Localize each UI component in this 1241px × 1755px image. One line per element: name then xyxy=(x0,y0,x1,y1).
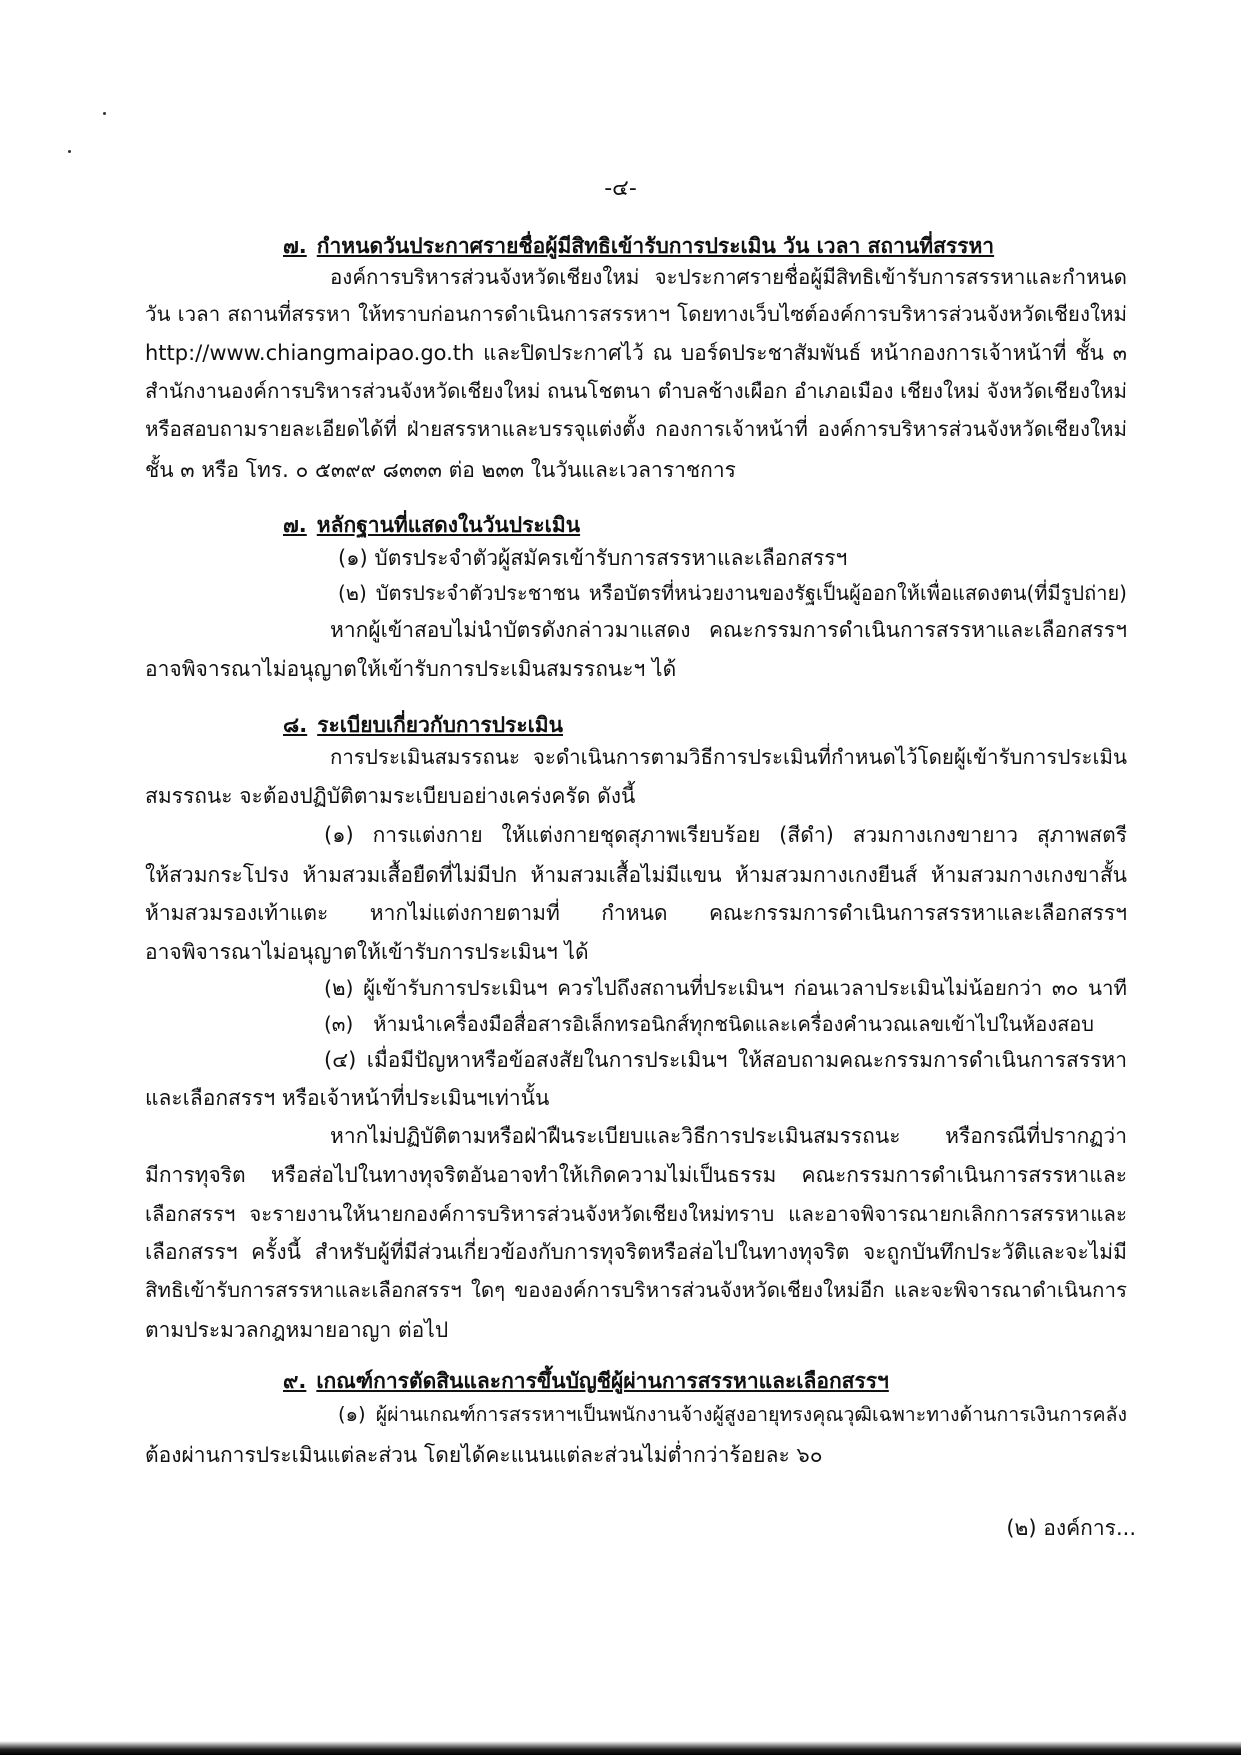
paragraph-line: ให้สวมกระโปรง ห้ามสวมเสื้อยืดที่ไม่มีปก ห้ามสวมเสื้อไม่มีแขน ห้ามสวมกางเกงยีนส์ ห้ามสวมกางเกงขาสั้น xyxy=(145,863,1127,887)
section-heading-evidence: ๗. หลักฐานที่แสดงในวันประเมิน xyxy=(283,513,581,537)
paragraph-line: เลือกสรรฯ ครั้งนี้ สำหรับผู้ที่มีส่วนเกี่ยวข้องกับการทุจริตหรือส่อไปในทางทุจริต จะถูกบันทึกประวัติและจะไม่มี xyxy=(145,1240,1127,1264)
paragraph-line: และเลือกสรรฯ หรือเจ้าหน้าที่ประเมินฯเท่านั้น xyxy=(145,1086,550,1110)
scan-speck xyxy=(103,112,106,115)
paragraph-line: มีการทุจริต หรือส่อไปในทางทุจริตอันอาจทำให้เกิดความไม่เป็นธรรม คณะกรรมการดำเนินการสรรหาและ xyxy=(145,1163,1127,1187)
paragraph-line: องค์การบริหารส่วนจังหวัดเชียงใหม่ จะประกาศรายชื่อผู้มีสิทธิเข้ารับการสรรหาและกำหนด xyxy=(330,265,1127,289)
list-item: (๓) ห้ามนำเครื่องมือสื่อสารอิเล็กทรอนิกส์ทุกชนิดและเครื่องคำนวณเลขเข้าไปในห้องสอบ xyxy=(324,1012,1094,1036)
paragraph-line: การประเมินสมรรถนะ จะดำเนินการตามวิธีการประเมินที่กำหนดไว้โดยผู้เข้ารับการประเมิน xyxy=(330,745,1127,769)
continuation-reference: (๒) องค์การ... xyxy=(1006,1516,1136,1540)
scan-speck xyxy=(68,150,71,153)
section-heading-criteria: ๙. เกณฑ์การตัดสินและการขึ้นบัญชีผู้ผ่านการสรรหาและเลือกสรรฯ xyxy=(283,1369,889,1393)
section-heading-rules: ๘. ระเบียบเกี่ยวกับการประเมิน xyxy=(283,713,563,737)
paragraph-line: ชั้น ๓ หรือ โทร. ๐ ๕๓๙๙ ๘๓๓๓ ต่อ ๒๓๓ ในวันและเวลาราชการ xyxy=(145,458,736,482)
paragraph-line: สมรรถนะ จะต้องปฏิบัติตามระเบียบอย่างเคร่งครัด ดังนี้ xyxy=(145,784,636,808)
paragraph-line: หรือสอบถามรายละเอียดได้ที่ ฝ่ายสรรหาและบรรจุแต่งตั้ง กองการเจ้าหน้าที่ องค์การบริหารส่วนจังหวัดเชียงใหม่ xyxy=(145,417,1127,441)
paragraph-line: ต้องผ่านการประเมินแต่ละส่วน โดยได้คะแนนแต่ละส่วนไม่ต่ำกว่าร้อยละ ๖๐ xyxy=(145,1443,823,1467)
list-item: (๑) การแต่งกาย ให้แต่งกายชุดสุภาพเรียบร้อย (สีดำ) สวมกางเกงขายาว สุภาพสตรี xyxy=(324,823,1127,847)
paragraph-line: เลือกสรรฯ จะรายงานให้นายกองค์การบริหารส่วนจังหวัดเชียงใหม่ทราบ และอาจพิจารณายกเลิกการสรรหาและ xyxy=(145,1202,1127,1226)
list-item: (๑) ผู้ผ่านเกณฑ์การสรรหาฯเป็นพนักงานจ้างผู้สูงอายุทรงคุณวุฒิเฉพาะทางด้านการเงินการคลัง xyxy=(338,1403,1127,1426)
paragraph-line: วัน เวลา สถานที่สรรหา ให้ทราบก่อนการดำเนินการสรรหาฯ โดยทางเว็บไซต์องค์การบริหารส่วนจังหวัดเชียงใหม่ xyxy=(145,302,1127,326)
paragraph-line: หากผู้เข้าสอบไม่นำบัตรดังกล่าวมาแสดง คณะกรรมการดำเนินการสรรหาและเลือกสรรฯ xyxy=(330,618,1127,642)
paragraph-line: http://www.chiangmaipao.go.th และปิดประกาศไว้ ณ บอร์ดประชาสัมพันธ์ หน้ากองการเจ้าหน้าที่ ชั้น ๓ xyxy=(145,341,1127,365)
paragraph-line: ห้ามสวมรองเท้าแตะ หากไม่แต่งกายตามที่ กำหนด คณะกรรมการดำเนินการสรรหาและเลือกสรรฯ xyxy=(145,901,1127,925)
paragraph-line: อาจพิจารณาไม่อนุญาตให้เข้ารับการประเมินฯ ได้ xyxy=(145,940,589,964)
section-heading-schedule: ๗. กำหนดวันประกาศรายชื่อผู้มีสิทธิเข้ารับการประเมิน วัน เวลา สถานที่สรรหา xyxy=(283,234,995,258)
paragraph-line: อาจพิจารณาไม่อนุญาตให้เข้ารับการประเมินสมรรถนะฯ ได้ xyxy=(145,657,677,681)
list-item: (๒) บัตรประจำตัวประชาชน หรือบัตรที่หน่วยงานของรัฐเป็นผู้ออกให้เพื่อแสดงตน(ที่มีรูปถ่าย) xyxy=(338,581,1127,605)
paragraph-line: ตามประมวลกฎหมายอาญา ต่อไป xyxy=(145,1318,449,1342)
scan-edge-shadow xyxy=(0,1741,1241,1755)
paragraph-line: สิทธิเข้ารับการสรรหาและเลือกสรรฯ ใดๆ ขององค์การบริหารส่วนจังหวัดเชียงใหม่อีก และจะพิจารณาดำเนินการ xyxy=(145,1278,1127,1302)
list-item: (๔) เมื่อมีปัญหาหรือข้อสงสัยในการประเมินฯ ให้สอบถามคณะกรรมการดำเนินการสรรหา xyxy=(324,1048,1127,1072)
paragraph-line: หากไม่ปฏิบัติตามหรือฝ่าฝืนระเบียบและวิธีการประเมินสมรรถนะ หรือกรณีที่ปรากฏว่า xyxy=(330,1124,1127,1148)
page-number: -๔- xyxy=(604,176,637,201)
list-item: (๒) ผู้เข้ารับการประเมินฯ ควรไปถึงสถานที่ประเมินฯ ก่อนเวลาประเมินไม่น้อยกว่า ๓๐ นาที xyxy=(324,976,1127,1000)
paragraph-line: สำนักงานองค์การบริหารส่วนจังหวัดเชียงใหม่ ถนนโชตนา ตำบลช้างเผือก อำเภอเมือง เชียงใหม่ จังหวัดเชียงใหม่ xyxy=(145,379,1127,403)
list-item: (๑) บัตรประจำตัวผู้สมัครเข้ารับการสรรหาและเลือกสรรฯ xyxy=(338,546,848,570)
